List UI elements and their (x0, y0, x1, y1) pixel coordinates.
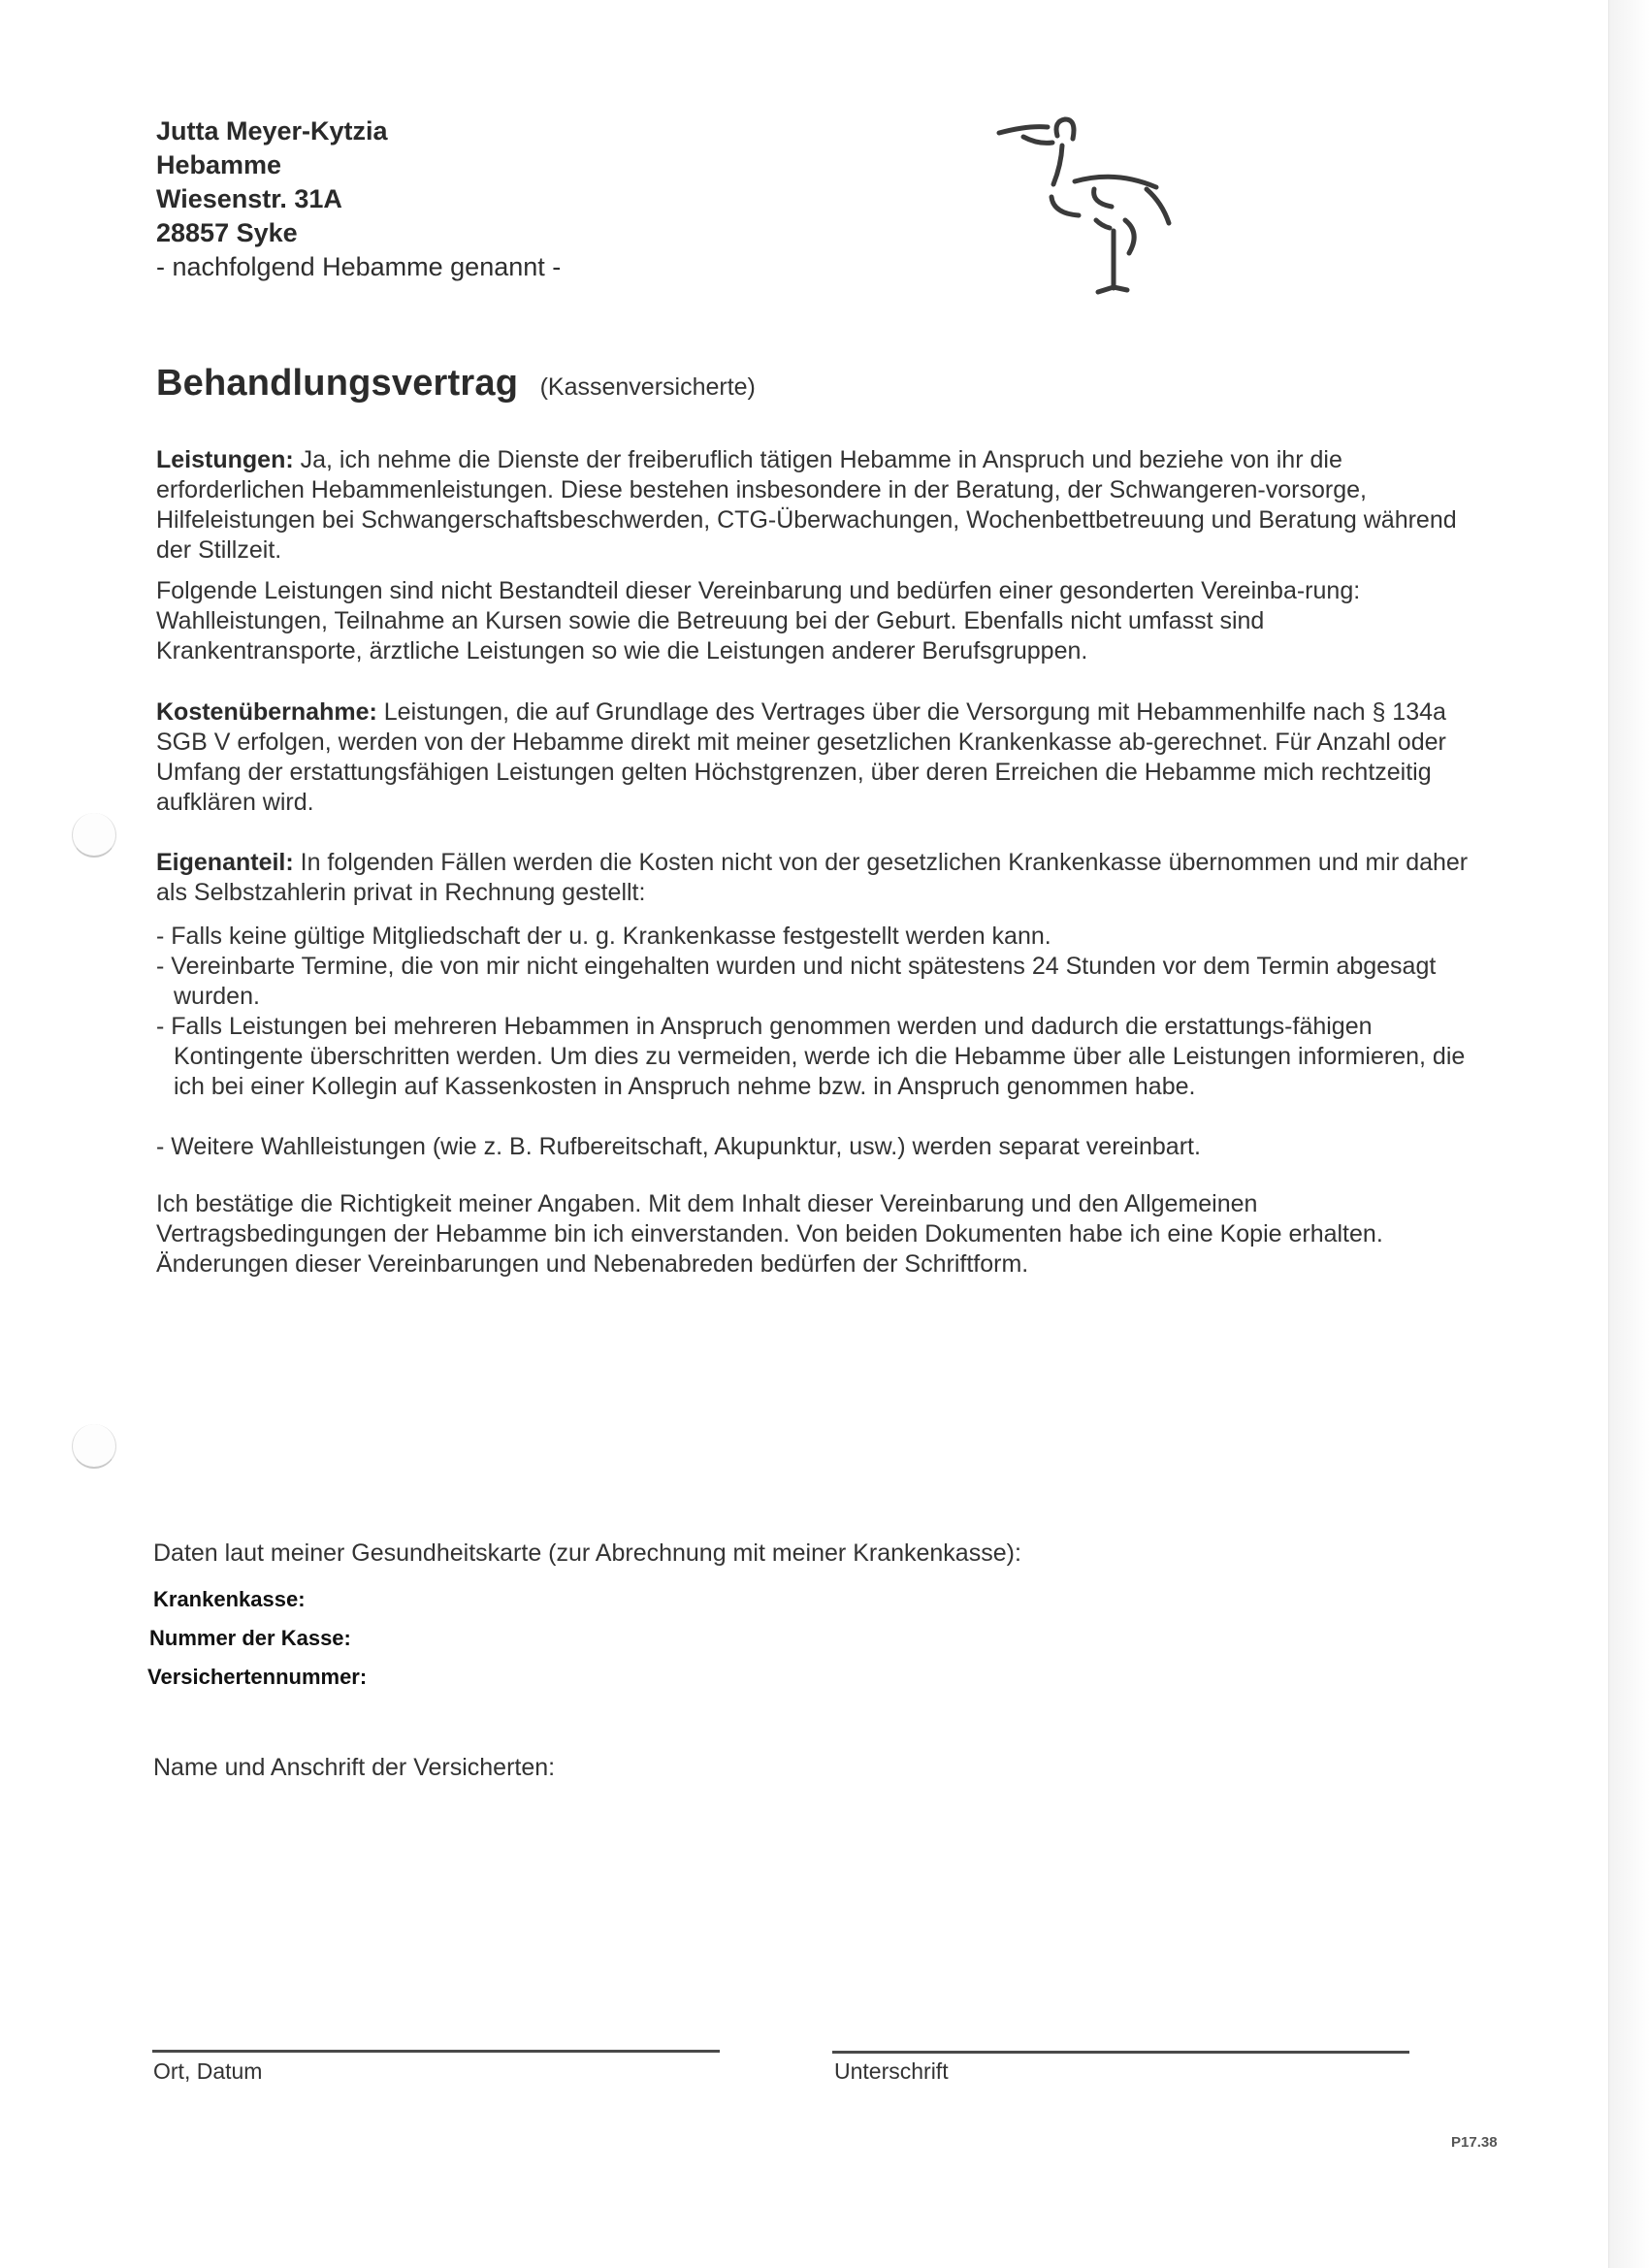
section-text: Ich bestätige die Richtigkeit meiner Angaben. Mit dem Inhalt dieser Vereinbarung und den Allgemeinen Vertragsbedingungen der Hebamme bin ich einverstanden. Von beiden Dokumenten habe ich eine Kopie erhalten. Änderungen dieser Vereinbarungen und Nebenabreden bedürfen der Schriftform. (156, 1190, 1383, 1278)
document-subtitle: (Kassenversicherte) (539, 373, 756, 401)
field-krankenkasse[interactable] (153, 1587, 306, 1612)
section-text: In folgenden Fällen werden die Kosten nicht von der gesetzlichen Krankenkasse übernommen und mir daher als Selbstzahlerin privat in Rechnung gestellt: (156, 849, 1469, 906)
section-text: Ja, ich nehme die Dienste der freiberuflich tätigen Hebamme in Anspruch und beziehe von ihr die erforderlichen Hebammenleistungen. Diese bestehen insbesondere in der Beratung, der Schwangeren-vorsorge, Hilfeleistungen bei Schwangerschaftsbeschwerden, CTG-Überwachungen, Wochenbettbetreuung und Beratung während der Stillzeit. (156, 446, 1457, 564)
field-label: Krankenkasse: (153, 1587, 306, 1611)
stork-icon (980, 102, 1193, 296)
field-label: Name und Anschrift der Versicherten: (153, 1754, 556, 1781)
eigenanteil-item: - Falls Leistungen bei mehreren Hebammen in Anspruch genommen werden und dadurch die erstattungs-fähigen Kontingente überschritten werden. Um dies zu vermeiden, werde ich die Hebamme über alle Leistungen informieren, die ich bei einer Kollegin auf Kassenkosten in Anspruch nehme bzw. in Anspruch genommen habe. (156, 1013, 1466, 1100)
eigenanteil-item: - Weitere Wahlleistungen (wie z. B. Rufbereitschaft, Akupunktur, usw.) werden separat vereinbart. (156, 1133, 1201, 1160)
place-date-line[interactable] (152, 2050, 720, 2053)
sender-name: Jutta Meyer-Kytzia (156, 116, 388, 146)
scan-edge-shadow (1608, 0, 1649, 2268)
section-label: Leistungen: (156, 446, 294, 473)
section-label: Kostenübernahme: (156, 698, 377, 726)
eigenanteil-item: - Vereinbarte Termine, die von mir nicht eingehalten wurden und nicht spätestens 24 Stunden vor dem Termin abgesagt wurden. (156, 953, 1437, 1010)
signature-label: Unterschrift (834, 2058, 949, 2084)
place-date-label: Ort, Datum (153, 2058, 263, 2084)
insurance-intro: Daten laut meiner Gesundheitskarte (zur Abrechnung mit meiner Krankenkasse): (153, 1539, 1021, 1567)
section-ausschluss (156, 576, 1475, 666)
document-title: Behandlungsvertrag (156, 363, 519, 404)
field-name-anschrift[interactable] (153, 1754, 555, 1782)
section-label: Eigenanteil: (156, 849, 294, 876)
section-text: Folgende Leistungen sind nicht Bestandteil dieser Vereinbarung und bedürfen einer gesonderten Vereinba-rung: Wahlleistungen, Teilnahme an Kursen sowie die Betreuung bei der Geburt. Ebenfalls nicht umfasst sind Krankentransporte, ärztliche Leistungen so wie die Leistungen anderer Berufsgruppen. (156, 577, 1361, 664)
sender-address (156, 114, 561, 284)
sender-city: 28857 Syke (156, 218, 298, 247)
section-kostenuebernahme (156, 697, 1475, 818)
form-code: P17.38 (1451, 2134, 1498, 2151)
field-versichertennummer[interactable] (147, 1665, 367, 1690)
signature-line[interactable] (832, 2051, 1409, 2054)
sender-note: - nachfolgend Hebamme genannt - (156, 252, 562, 281)
document-header (156, 363, 756, 405)
field-nummer-der-kasse[interactable] (149, 1626, 351, 1651)
section-eigenanteil (156, 848, 1475, 908)
sender-profession: Hebamme (156, 150, 282, 179)
section-bestaetigung (156, 1189, 1475, 1280)
sender-street: Wiesenstr. 31A (156, 184, 342, 213)
section-text: Leistungen, die auf Grundlage des Vertrages über die Versorgung mit Hebammenhilfe nach § 134a SGB V erfolgen, werden von der Hebamme direkt mit meiner gesetzlichen Krankenkasse ab-gerechnet. Für Anzahl oder Umfang der erstattungsfähigen Leistungen gelten Höchstgrenzen, über deren Erreichen die Hebamme mich rechtzeitig aufklären wird. (156, 698, 1446, 816)
eigenanteil-item: - Falls keine gültige Mitgliedschaft der u. g. Krankenkasse festgestellt werden kann. (156, 923, 1051, 950)
punch-hole-top (72, 813, 116, 858)
section-leistungen (156, 445, 1475, 566)
field-label: Nummer der Kasse: (149, 1626, 351, 1650)
field-label: Versichertennummer: (147, 1665, 368, 1689)
punch-hole-bottom (72, 1424, 116, 1469)
